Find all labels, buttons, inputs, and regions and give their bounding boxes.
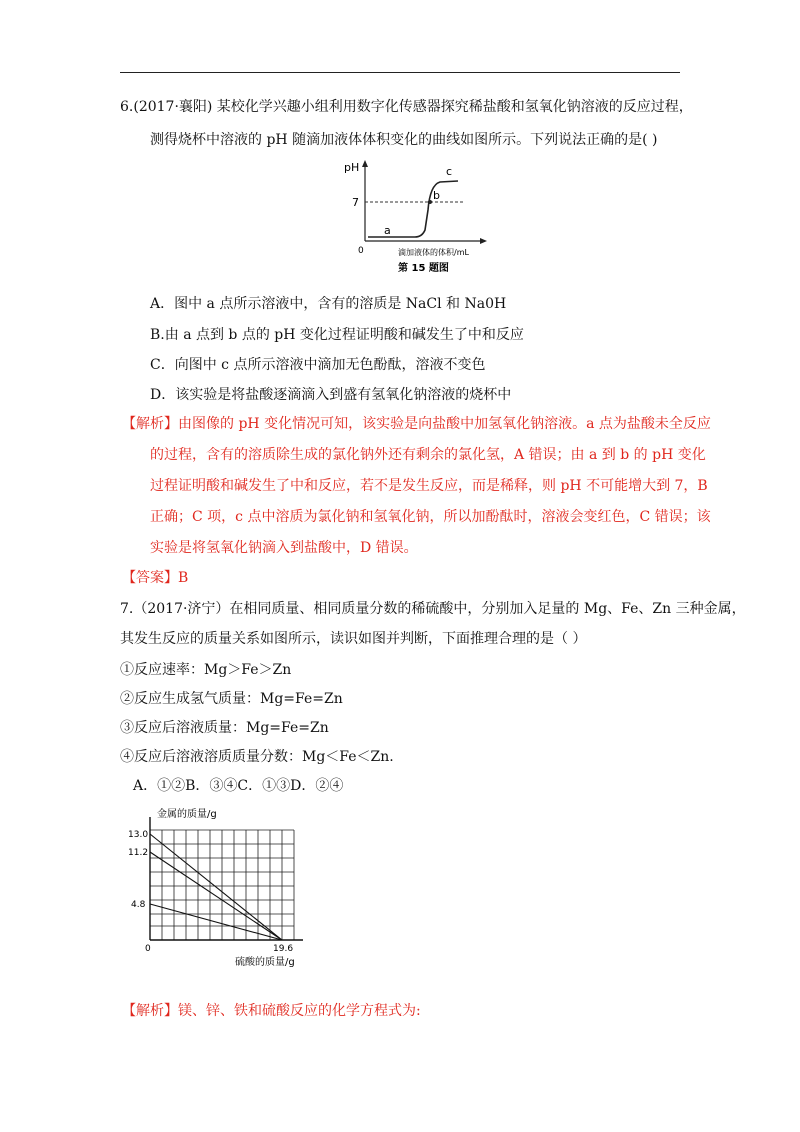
q6-option-a: A．图中 a 点所示溶液中，含有的溶质是 NaCl 和 Na0H: [150, 296, 507, 312]
q6-stem-line2: 测得烧杯中溶液的 pH 随滴加液体体积变化的曲线如图所示。下列说法正确的是( ): [150, 132, 658, 148]
zn-line: [150, 834, 282, 940]
ph7-tick: 7: [352, 196, 359, 209]
origin-label: 0: [358, 246, 364, 256]
q6-option-c: C．向图中 c 点所示溶液中滴加无色酚酞，溶液不变色: [150, 357, 486, 373]
q6-analysis-line2: 的过程，含有的溶质除生成的氯化钠外还有剩余的氯化氢，A 错误；由 a 到 b 的 pH 变化: [150, 447, 706, 463]
q6-answer: 【答案】B: [122, 570, 189, 586]
y-tick-13: 13.0: [128, 830, 149, 840]
ph-label: pH: [344, 161, 360, 174]
q7-choices: A．①②B．③④C．①③D．②④: [133, 778, 344, 794]
origin-label: 0: [145, 944, 151, 954]
point-c-label: c: [446, 165, 453, 178]
y-tick-11-2: 11.2: [128, 848, 149, 858]
q7-stem-line2: 其发生反应的质量关系如图所示，读识如图并判断，下面推理合理的是（ ）: [120, 631, 587, 647]
q7-statement-2: ②反应生成氢气质量：Mg=Fe=Zn: [120, 691, 343, 707]
y-axis-label: 金属的质量/g: [157, 809, 217, 820]
q6-ph-curve-figure: [340, 155, 490, 280]
mg-line: [150, 904, 282, 940]
point-a-label: a: [384, 224, 391, 237]
q7-statement-3: ③反应后溶液质量：Mg=Fe=Zn: [120, 720, 329, 736]
x-tick-19-6: 19.6: [273, 944, 294, 954]
y-axis-arrow: [362, 160, 368, 167]
q6-option-d: D．该实验是将盐酸逐滴滴入到盛有氢氧化钠溶液的烧杯中: [150, 387, 512, 403]
x-axis-arrow: [480, 238, 487, 244]
q7-metal-mass-figure: [125, 805, 325, 975]
point-b-label: b: [433, 189, 440, 202]
q6-analysis-line4: 正确；C 项，c 点中溶质为氯化钠和氢氧化钠，所以加酚酞时，溶液会变红色，C 错误；该: [150, 509, 711, 525]
q6-option-b: B.由 a 点到 b 点的 pH 变化过程证明酸和碱发生了中和反应: [150, 327, 524, 343]
y-tick-4-8: 4.8: [131, 900, 146, 910]
q6-analysis-line1: 【解析】由图像的 pH 变化情况可知，该实验是向盐酸中加氢氧化钠溶液。a 点为盐酸未全反应: [122, 416, 711, 432]
point-b-marker: [428, 200, 432, 204]
q6-analysis-line5: 实验是将氢氧化钠滴入到盐酸中，D 错误。: [150, 540, 418, 556]
q6-analysis-line3: 过程证明酸和碱发生了中和反应，若不是发生反应，而是稀释，则 pH 不可能增大到 7，B: [150, 478, 708, 494]
q7-stem-line1: 7.（2017·济宁）在相同质量、相同质量分数的稀硫酸中，分别加入足量的 Mg、Fe、Zn 三种金属，: [120, 601, 746, 617]
q7-statement-1: ①反应速率：Mg＞Fe＞Zn: [120, 662, 292, 678]
x-axis-label: 硫酸的质量/g: [235, 957, 295, 968]
ph-curve: [368, 181, 458, 237]
figure-caption: 第 15 题图: [398, 263, 449, 274]
x-axis-label: 滴加液体的体积/mL: [398, 248, 469, 257]
q7-statement-4: ④反应后溶液溶质质量分数：Mg＜Fe＜Zn.: [120, 749, 394, 765]
header-rule: [120, 72, 680, 73]
fe-line: [150, 852, 282, 940]
q7-analysis: 【解析】镁、锌、铁和硫酸反应的化学方程式为:: [122, 1003, 421, 1019]
q6-stem-line1: 6.(2017·襄阳) 某校化学兴趣小组利用数字化传感器探究稀盐酸和氢氧化钠溶液的反应过程，: [120, 99, 693, 115]
